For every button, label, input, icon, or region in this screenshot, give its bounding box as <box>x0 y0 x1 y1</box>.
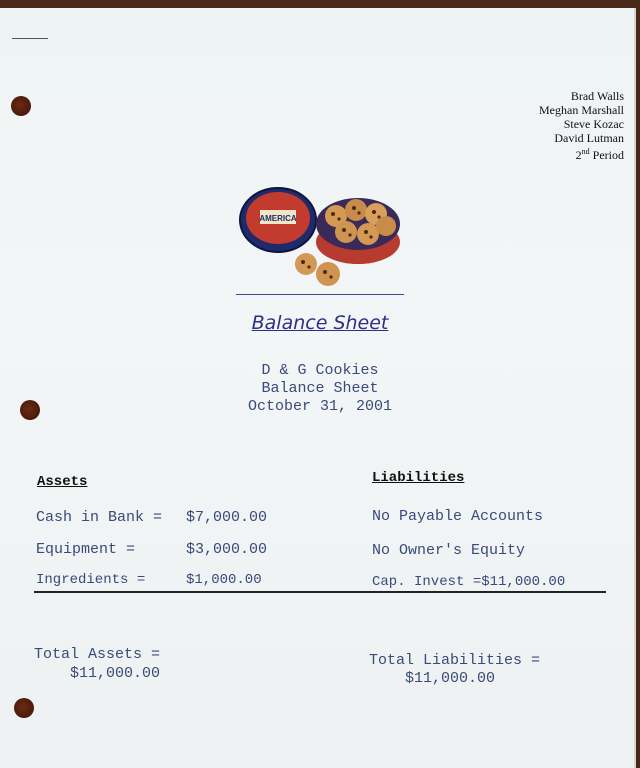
author-name: Meghan Marshall <box>539 103 624 117</box>
total-liabilities-value: $11,000.00 <box>405 670 496 687</box>
liabilities-heading: Liabilities <box>372 470 465 486</box>
title-rule <box>236 294 404 295</box>
statement-name: Balance Sheet <box>261 380 379 397</box>
statement-date: October 31, 2001 <box>247 398 393 415</box>
binder-hole-bottom <box>14 698 34 718</box>
class-period: 2nd Period <box>575 147 624 162</box>
author-block <box>539 89 624 162</box>
page-title: Balance Sheet <box>251 312 389 334</box>
svg-text:AMERICA: AMERICA <box>259 214 297 223</box>
asset-label: Ingredients = <box>36 572 146 588</box>
corner-mark <box>12 38 48 39</box>
liability-line: No Payable Accounts <box>372 508 544 525</box>
company-name: D & G Cookies <box>261 362 379 379</box>
asset-value: $7,000.00 <box>186 509 268 526</box>
assets-heading: Assets <box>37 474 88 490</box>
totals-divider <box>34 591 606 593</box>
asset-label: Cash in Bank = <box>36 509 163 526</box>
total-assets-label: Total Assets = <box>34 646 161 663</box>
cookie-tin-image <box>238 180 402 292</box>
liability-line: No Owner's Equity <box>372 542 526 559</box>
author-name: Steve Kozac <box>563 117 624 131</box>
total-assets-value: $11,000.00 <box>70 665 161 682</box>
asset-label: Equipment = <box>36 541 136 558</box>
asset-value: $3,000.00 <box>186 541 268 558</box>
author-name: David Lutman <box>554 131 624 145</box>
asset-value: $1,000.00 <box>186 572 262 588</box>
total-liabilities-label: Total Liabilities = <box>369 652 541 669</box>
liability-line: Cap. Invest =$11,000.00 <box>372 574 566 590</box>
binder-hole-top <box>11 96 31 116</box>
author-name: Brad Walls <box>570 89 624 103</box>
